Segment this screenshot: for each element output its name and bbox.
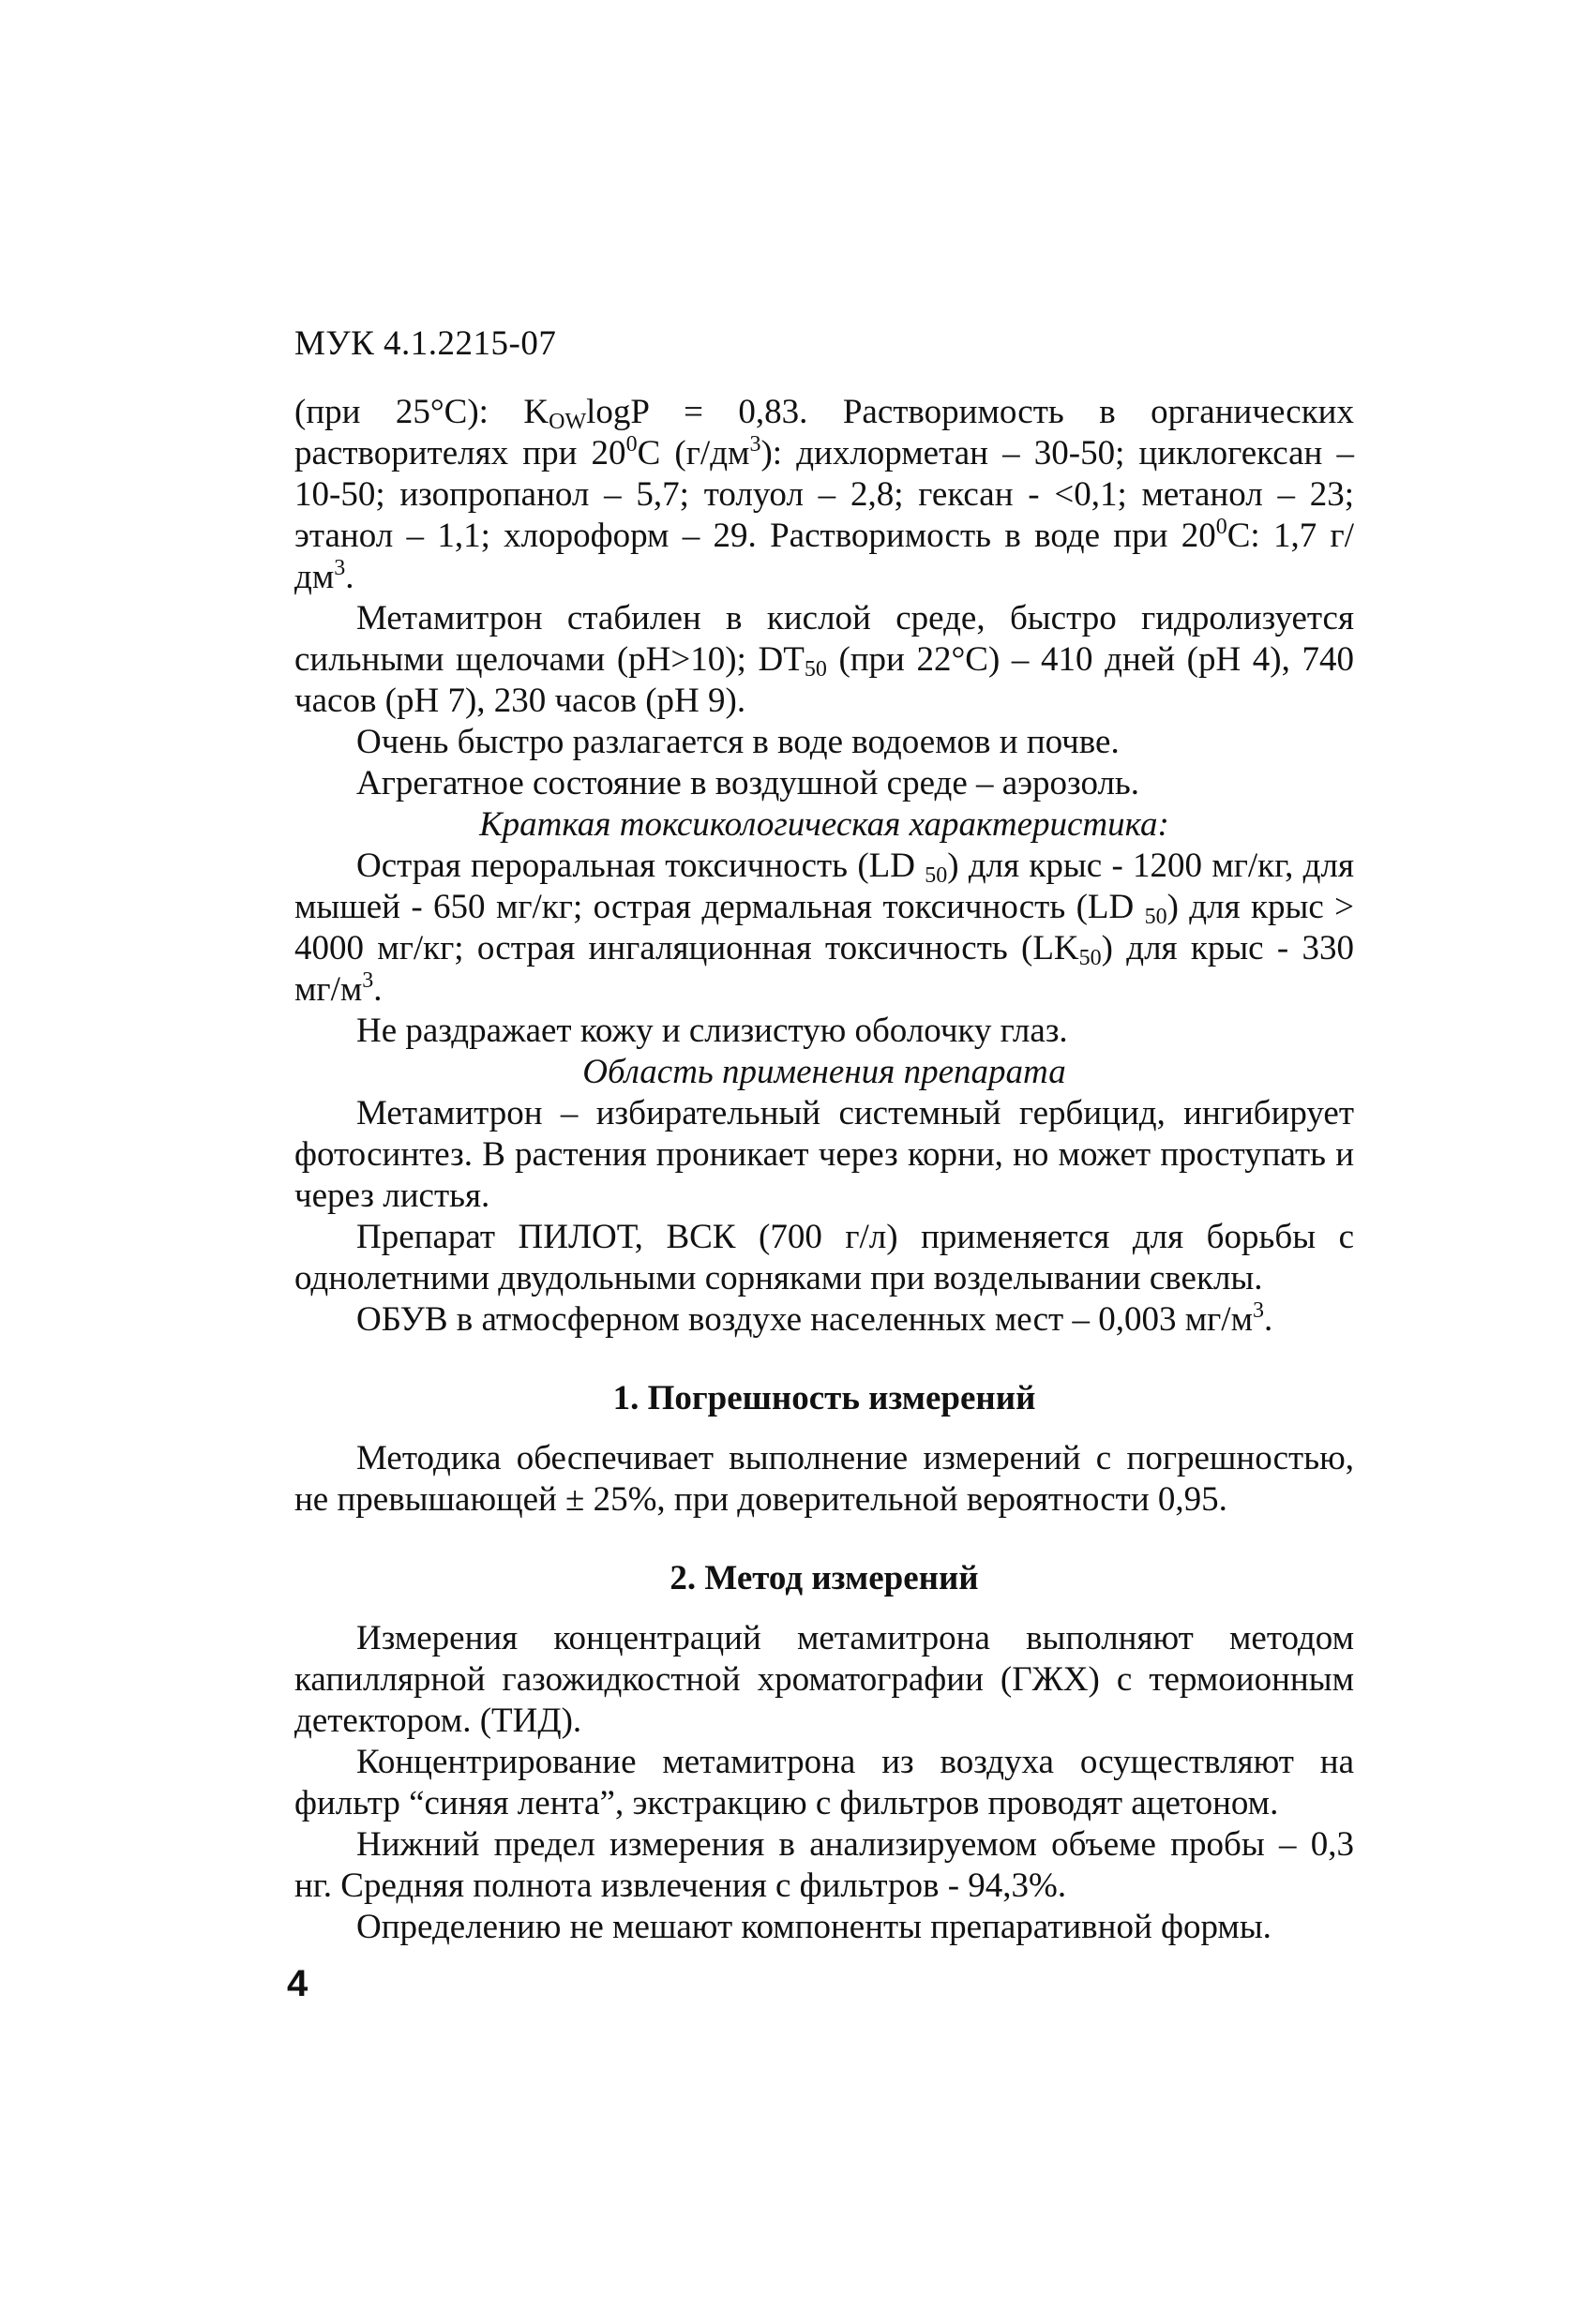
superscript: 0	[625, 432, 638, 457]
text-fragment: ) для крыс - 1200 мг/кг, для мышей - 650 мг/кг; острая дермальная токсичность (LD	[294, 847, 1354, 926]
text-fragment: ) для крыс - 330 мг/м	[294, 929, 1354, 1009]
paragraph-decomposition: Очень быстро разлагается в воде водоемов и почве.	[356, 723, 1120, 761]
text-fragment: ОБУВ в атмосферном воздухе населенных мест – 0,003 мг/м	[356, 1300, 1254, 1339]
superscript: 0	[1215, 515, 1227, 539]
subscript: 50	[804, 657, 827, 682]
paragraph-method-gc: Измерения концентраций метамитрона выполняют методом капиллярной газожидкостной хроматографии (ГЖХ) с термоионным детектором. (ТИД).	[294, 1619, 1354, 1740]
paragraph-stability	[294, 598, 1354, 722]
text-fragment: Метамитрон стабилен в кислой среде, быстро гидролизуется сильными щелочами (рН>10); DT	[294, 599, 1354, 679]
paragraph-method-detection-limit: Нижний предел измерения в анализируемом объеме пробы – 0,3 нг. Средняя полнота извлечения с фильтров - 94,3%.	[294, 1825, 1354, 1905]
text-fragment: ): дихлорметан – 30-50; циклогексан – 10-50; изопропанол – 5,7; толуол – 2,8; гексан - <0,1; метанол – 23; этанол – 1,1; хлороформ – 29. Растворимость в воде при 20	[294, 434, 1355, 555]
text-fragment: С: 1,7 г/дм	[294, 517, 1354, 596]
superscript: 3	[334, 556, 346, 580]
paragraph-irritation: Не раздражает кожу и слизистую оболочку глаз.	[356, 1012, 1068, 1050]
text-fragment: .	[345, 558, 354, 596]
superscript: 3	[1253, 1298, 1265, 1323]
text-fragment: ) для крыс > 4000 мг/кг; острая ингаляционная токсичность (LK	[294, 888, 1354, 967]
text-fragment: .	[1264, 1300, 1273, 1339]
paragraph-herbicide-description: Метамитрон – избирательный системный гербицид, ингибирует фотосинтез. В растения проникает через корни, но может проступать и через листья.	[294, 1094, 1354, 1215]
subscript: 50	[1078, 946, 1102, 970]
paragraph-measurement-error: Методика обеспечивает выполнение измерений с погрешностью, не превышающей ± 25%, при доверительной вероятности 0,95.	[294, 1439, 1354, 1519]
paragraph-aggregate-state: Агрегатное состояние в воздушной среде – аэрозоль.	[356, 764, 1140, 802]
toxicology-subheading: Краткая токсикологическая характеристика:	[479, 805, 1169, 844]
document-code-header: МУК 4.1.2215-07	[294, 324, 557, 363]
superscript: 3	[362, 968, 374, 993]
scope-subheading: Область применения препарата	[582, 1053, 1066, 1091]
text-fragment: .	[373, 970, 383, 1009]
paragraph-solubility	[294, 392, 1354, 598]
paragraph-method-concentration: Концентрирование метамитрона из воздуха осуществляют на фильтр “синяя лента”, экстракцию с фильтров проводят ацетоном.	[294, 1743, 1354, 1822]
section-heading-measurement-error: 1. Погрешность измерений	[612, 1379, 1036, 1417]
text-fragment: (при 25°С): K	[294, 393, 549, 431]
text-fragment: logP = 0,83. Растворимость в органических растворителях при 20	[294, 393, 1354, 472]
subscript: 50	[1144, 905, 1167, 929]
document-body	[294, 392, 1354, 1948]
paragraph-toxicity	[294, 846, 1354, 1011]
subscript: 50	[925, 863, 948, 888]
text-fragment: Острая пероральная токсичность (LD	[356, 847, 925, 885]
subscript: OW	[549, 410, 587, 434]
paragraph-product-usage: Препарат ПИЛОТ, ВСК (700 г/л) применяется для борьбы с однолетними двудольными сорняками при возделывании свеклы.	[294, 1218, 1354, 1297]
superscript: 3	[749, 432, 761, 457]
paragraph-method-interference: Определению не мешают компоненты препаративной формы.	[356, 1908, 1271, 1946]
section-heading-measurement-method: 2. Метод измерений	[670, 1559, 979, 1597]
page-number: 4	[287, 1963, 308, 2004]
paragraph-obuv	[294, 1299, 1354, 1341]
text-fragment: С (г/дм	[637, 434, 750, 472]
text-fragment: (при 22°С) – 410 дней (рН 4), 740 часов (рН 7), 230 часов (рН 9).	[294, 640, 1354, 720]
